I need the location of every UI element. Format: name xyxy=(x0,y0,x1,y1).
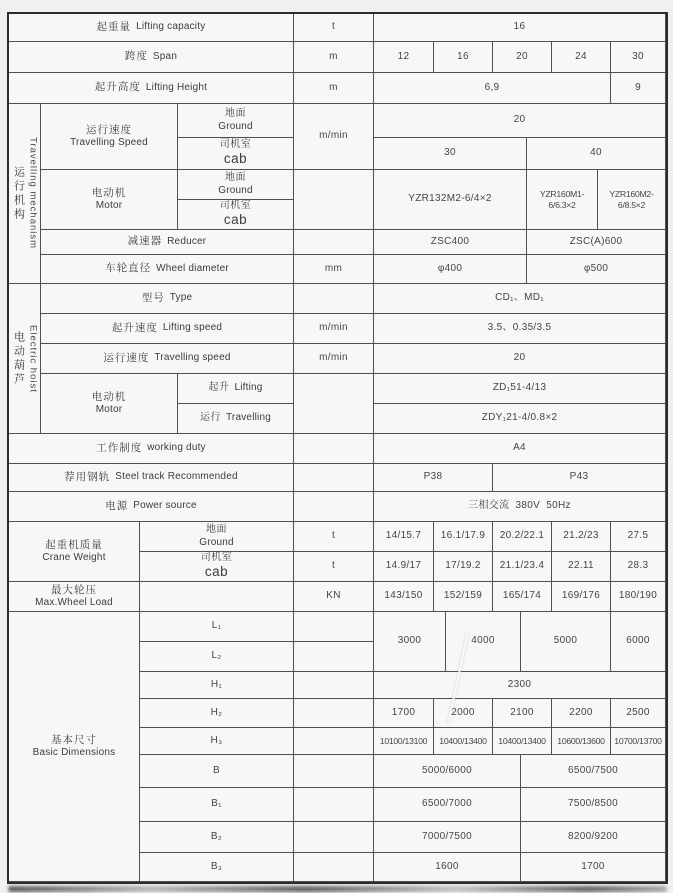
value-cell: 7000/7500 xyxy=(374,822,521,853)
sub-label-cab xyxy=(178,138,294,170)
label-en: Span xyxy=(152,50,178,62)
value-cell: 5000/6000 xyxy=(374,755,521,788)
label-en: Travelling Speed xyxy=(70,136,148,148)
sub-label-ground xyxy=(140,522,294,552)
label-zh: 运行 xyxy=(200,412,221,424)
value-cell: 21.2/23 xyxy=(552,522,611,552)
label-en: cab xyxy=(223,151,248,167)
label-en: Ground xyxy=(218,120,253,132)
sub-label-travelling xyxy=(178,404,294,434)
label-zh: 工作制度 xyxy=(96,441,143,454)
row-label-lifting-capacity xyxy=(9,14,294,42)
unit-cell: t xyxy=(294,552,374,582)
value-cell: 169/176 xyxy=(552,582,611,612)
unit-cell-empty xyxy=(294,492,374,522)
row-label-motor xyxy=(41,170,178,230)
value-cell: 20 xyxy=(374,104,666,138)
unit-cell: m/min xyxy=(294,314,374,344)
value-cell: 14.9/17 xyxy=(374,552,434,582)
value-cell: A4 xyxy=(374,434,666,464)
sub-label-ground xyxy=(178,104,294,138)
value-cell: 16 xyxy=(374,14,666,42)
section-zh: 运行机构 xyxy=(12,165,25,222)
value-cell: 12 xyxy=(374,42,434,73)
sub-label-L2: L₂ xyxy=(140,642,294,672)
row-label-steel-track xyxy=(9,464,294,492)
scan-bottom-smudge xyxy=(8,886,667,892)
value-cell: 2500 xyxy=(611,699,666,728)
section-zh: 基本尺寸 xyxy=(51,733,97,746)
value-cell: 6500/7500 xyxy=(521,755,666,788)
value-cell: 21.1/23.4 xyxy=(493,552,552,582)
row-label-type xyxy=(41,284,294,314)
sub-label-B2: B₂ xyxy=(140,822,294,853)
unit-cell-empty xyxy=(294,284,374,314)
value-cell: ZSC(A)600 xyxy=(527,230,666,255)
value-cell: P38 xyxy=(374,464,493,492)
label-en: Travelling speed xyxy=(154,352,231,364)
sub-label-lifting xyxy=(178,374,294,404)
value-cell: 9 xyxy=(611,73,666,104)
value-cell: 10400/13400 xyxy=(493,728,552,755)
label-en: Travelling xyxy=(226,412,271,424)
unit-cell-empty xyxy=(294,822,374,853)
value-cell: φ500 xyxy=(527,255,666,284)
value-cell: 7500/8500 xyxy=(521,788,666,822)
label-zh: 起重机质量 xyxy=(45,538,103,551)
label-zh: 司机室 xyxy=(219,138,252,150)
value-cell: 30 xyxy=(611,42,666,73)
value-cell: 14/15.7 xyxy=(374,522,434,552)
unit-cell: m/min xyxy=(294,104,374,170)
sub-label-B1: B₁ xyxy=(140,788,294,822)
value-cell: 30 xyxy=(374,138,527,170)
value-cell: 4000 xyxy=(446,612,521,672)
value-cell: 180/190 xyxy=(611,582,666,612)
label-en: Ground xyxy=(218,184,253,196)
row-label-wheel-diameter xyxy=(41,255,294,284)
sub-label-H2: H₂ xyxy=(140,699,294,728)
unit-cell: m xyxy=(294,73,374,104)
row-label-hoist-lifting-speed xyxy=(41,314,294,344)
label-en: Wheel diameter xyxy=(156,262,229,274)
label-en: cab xyxy=(204,564,229,580)
value-cell: 165/174 xyxy=(493,582,552,612)
row-label-power-source xyxy=(9,492,294,522)
sub-label-H3: H₃ xyxy=(140,728,294,755)
value-cell: 40 xyxy=(527,138,666,170)
row-label-working-duty xyxy=(9,434,294,464)
value-cell: 3000 xyxy=(374,612,446,672)
label-zh: 电动机 xyxy=(91,390,127,403)
label-en: Type xyxy=(169,292,193,304)
value-cell: 152/159 xyxy=(434,582,493,612)
value-cell: 2300 xyxy=(374,672,666,699)
unit-cell-empty xyxy=(294,672,374,699)
unit-cell: KN xyxy=(294,582,374,612)
value-cell: 6,9 xyxy=(374,73,611,104)
sub-label-ground xyxy=(178,170,294,200)
value-cell: 28.3 xyxy=(611,552,666,582)
row-label-hoist-travelling-speed xyxy=(41,344,294,374)
unit-cell-empty xyxy=(294,374,374,434)
value-cell: 2200 xyxy=(552,699,611,728)
section-en: Basic Dimensions xyxy=(32,746,116,758)
label-zh: 电源 xyxy=(105,499,129,512)
label-en: working duty xyxy=(147,442,206,454)
label-en: Ground xyxy=(199,536,234,548)
label-en: Steel track Recommended xyxy=(115,471,238,483)
value-cell: 8200/9200 xyxy=(521,822,666,853)
label-zh: 起升高度 xyxy=(94,81,141,94)
unit-cell-empty xyxy=(294,788,374,822)
unit-cell-empty xyxy=(294,434,374,464)
value-cell: 17/19.2 xyxy=(434,552,493,582)
label-zh: 起升 xyxy=(208,382,230,394)
section-en: Travelling mechanism xyxy=(27,137,39,250)
sub-label-L1: L₁ xyxy=(140,612,294,642)
value-cell: 20 xyxy=(374,344,666,374)
value-cell: 16 xyxy=(434,42,493,73)
section-label-electric-hoist xyxy=(9,284,41,434)
row-label-max-wheel-load xyxy=(9,582,140,612)
unit-cell-empty xyxy=(294,853,374,882)
sub-label-empty xyxy=(140,582,294,612)
sub-label-H1: H₁ xyxy=(140,672,294,699)
row-label-crane-weight xyxy=(9,522,140,582)
label-zh: 跨度 xyxy=(124,50,148,63)
value-cell: 1600 xyxy=(374,853,521,882)
label-zh: 地面 xyxy=(225,172,246,183)
label-zh: 最大轮压 xyxy=(51,583,97,596)
label-en: cab xyxy=(223,212,248,228)
label-zh: 起升速度 xyxy=(111,321,158,334)
value-cell: 10100/13100 xyxy=(374,728,434,755)
value-cell: 20.2/22.1 xyxy=(493,522,552,552)
unit-cell-empty xyxy=(294,699,374,728)
unit-cell-empty xyxy=(294,755,374,788)
sub-label-B3: B₃ xyxy=(140,853,294,882)
unit-cell-empty xyxy=(294,612,374,642)
value-cell: 1700 xyxy=(374,699,434,728)
section-en: Electric hoist xyxy=(27,324,39,393)
label-zh: 减速器 xyxy=(127,235,163,248)
value-cell: 6000 xyxy=(611,612,666,672)
label-zh: 荐用钢轨 xyxy=(64,470,111,483)
value-cell: 143/150 xyxy=(374,582,434,612)
label-en: Motor xyxy=(95,403,123,415)
unit-cell-empty xyxy=(294,642,374,672)
label-zh: 电动机 xyxy=(91,186,127,199)
unit-cell: m/min xyxy=(294,344,374,374)
value-cell: 三相交流 380V 50Hz xyxy=(374,492,666,522)
value-cell: 2100 xyxy=(493,699,552,728)
value-cell: φ400 xyxy=(374,255,527,284)
section-zh: 电动葫芦 xyxy=(12,330,25,387)
unit-cell: m xyxy=(294,42,374,73)
label-en: Crane Weight xyxy=(42,551,106,563)
label-zh: 运行速度 xyxy=(103,351,150,364)
label-en: Power source xyxy=(133,500,197,512)
unit-cell-empty xyxy=(294,170,374,230)
value-cell: 22.11 xyxy=(552,552,611,582)
value-cell: 16.1/17.9 xyxy=(434,522,493,552)
sub-label-B: B xyxy=(140,755,294,788)
unit-cell: t xyxy=(294,522,374,552)
value-cell: YZR160M1-6/6.3×2 xyxy=(527,170,598,230)
label-en: Motor xyxy=(95,199,123,211)
value-cell: YZR160M2-6/8.5×2 xyxy=(598,170,666,230)
unit-cell-empty xyxy=(294,230,374,255)
value-cell: ZSC400 xyxy=(374,230,527,255)
unit-cell-empty xyxy=(294,728,374,755)
value-cell: 6500/7000 xyxy=(374,788,521,822)
label-en: Max.Wheel Load xyxy=(35,596,113,608)
label-en: Lifting capacity xyxy=(136,21,206,33)
sub-label-cab xyxy=(178,200,294,230)
label-en: Reducer xyxy=(167,235,207,247)
section-label-travelling-mechanism xyxy=(9,104,41,284)
row-label-span xyxy=(9,42,294,73)
value-cell: ZDY₁21-4/0.8×2 xyxy=(374,404,666,434)
label-zh: 司机室 xyxy=(219,200,252,211)
value-cell: ZD₁51-4/13 xyxy=(374,374,666,404)
label-zh: 型号 xyxy=(141,291,165,304)
row-label-hoist-motor xyxy=(41,374,178,434)
label-en: Lifting xyxy=(234,382,263,394)
value-cell: 24 xyxy=(552,42,611,73)
value-cell: 2000 xyxy=(434,699,493,728)
row-label-travelling-speed xyxy=(41,104,178,170)
label-zh: 运行速度 xyxy=(86,123,132,136)
section-label-basic-dimensions xyxy=(9,612,140,882)
row-label-reducer xyxy=(41,230,294,255)
value-cell: P43 xyxy=(493,464,666,492)
unit-cell-empty xyxy=(294,464,374,492)
label-zh: 起重量 xyxy=(96,20,132,33)
value-cell: 5000 xyxy=(521,612,611,672)
unit-cell: mm xyxy=(294,255,374,284)
label-zh: 地面 xyxy=(225,108,246,119)
label-en: Lifting speed xyxy=(162,322,223,334)
value-cell: 27.5 xyxy=(611,522,666,552)
value-cell: 10700/13700 xyxy=(611,728,666,755)
row-label-lifting-height xyxy=(9,73,294,104)
unit-cell: t xyxy=(294,14,374,42)
label-zh: 司机室 xyxy=(200,552,233,563)
label-zh: 地面 xyxy=(206,524,227,535)
label-en: Lifting Height xyxy=(145,81,208,93)
value-cell: YZR132M2-6/4×2 xyxy=(374,170,527,230)
value-cell: CD₁、MD₁ xyxy=(374,284,666,314)
label-zh: 车轮直径 xyxy=(105,262,152,275)
spec-table xyxy=(7,12,668,884)
value-cell: 10600/13600 xyxy=(552,728,611,755)
value-cell: 3.5、0.35/3.5 xyxy=(374,314,666,344)
sub-label-cab xyxy=(140,552,294,582)
value-cell: 1700 xyxy=(521,853,666,882)
value-cell: 20 xyxy=(493,42,552,73)
value-cell: 10400/13400 xyxy=(434,728,493,755)
